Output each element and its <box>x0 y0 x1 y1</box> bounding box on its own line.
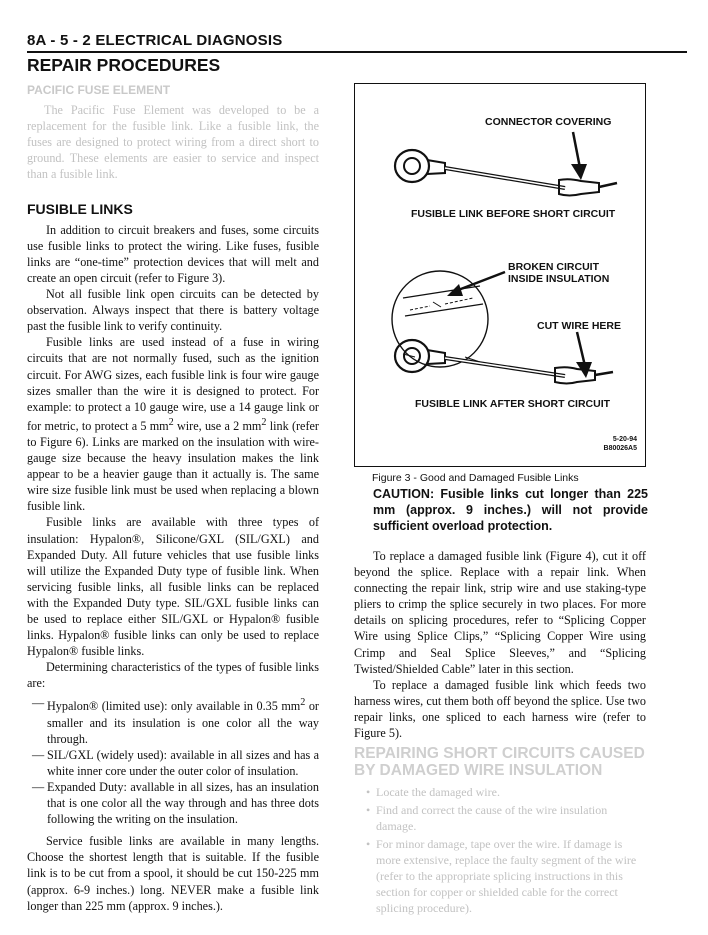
p3-part-a: Fusible links are used instead of a fuse in wiring circuits that are not normally fused, such as the ignition circuit. For AWG sizes, each fusible link is four wire gauge sizes smaller than the wire it is designed to protect. For example: to protect a 10 gauge wire, use a 14 gauge link or for metric, to protect a 5 mm <box>27 335 319 433</box>
replace-section <box>354 548 646 741</box>
label-cut-wire: CUT WIRE HERE <box>537 320 621 332</box>
label-broken-circuit <box>508 261 609 285</box>
fusible-paragraph-3 <box>27 334 319 514</box>
label-broken-line-2: INSIDE INSULATION <box>508 273 610 285</box>
bullet: • <box>366 803 371 817</box>
arrow-connector-line <box>573 132 580 168</box>
arrow-broken-head <box>447 284 463 296</box>
header-rule <box>27 51 687 53</box>
p3-part-b: wire, use a 2 mm <box>173 418 262 433</box>
fusible-types-list <box>27 695 319 827</box>
list-item-rest: or smaller and its insulation is one color all the way through. <box>47 699 319 746</box>
dash-mark: — <box>32 747 45 762</box>
fusible-paragraph-1: In addition to circuit breakers and fuses, some circuits use fusible links to protect the wiring. Like fuses, fusible links are “one-time” protection devices that will melt and create an open circuit (refer to Figure 3). <box>27 222 319 285</box>
figure-3 <box>354 83 646 467</box>
arrow-cut-line <box>577 332 585 366</box>
list-item-text: SIL/GXL (widely used): available in all sizes and has a white inner core under the outer color of insulation. <box>47 747 319 778</box>
label-after-short: FUSIBLE LINK AFTER SHORT CIRCUIT <box>415 398 611 410</box>
label-connector-covering: CONNECTOR COVERING <box>485 116 612 128</box>
label-before-short: FUSIBLE LINK BEFORE SHORT CIRCUIT <box>411 208 616 220</box>
list-item <box>27 747 319 779</box>
list-item-text: Hypalon® (limited use): only available in 0.35 mm <box>47 699 301 714</box>
figure-caption: Figure 3 - Good and Damaged Fusible Links <box>372 472 579 484</box>
fusible-paragraph-4: Fusible links are available with three types of insulation: Hypalon®, Silicone/GXL (SIL/GXL) and Expanded Duty. All future vehicles that use fusible links will utilize the Expanded Duty type of fusible link. When servicing fusible links, all fusible links can be replaced with the Expanded Duty type. SIL/GXL fusible links can be used to replace either SIL/GXL or Hypalon® fusible links. Hypalon® fusible links can only be used to replace Hypalon® fusible links. <box>27 515 319 659</box>
list-item <box>366 784 648 800</box>
bullet: • <box>366 785 371 799</box>
repairing-list <box>366 784 648 918</box>
caution-notice: CAUTION: Fusible links cut longer than 225 mm (approx. 9 inches.) will not provide sufficient overload protection. <box>373 487 648 533</box>
list-item-text: Locate the damaged wire. <box>376 785 500 799</box>
page-header-title: 8A - 5 - 2 ELECTRICAL DIAGNOSIS <box>27 32 283 49</box>
list-item-text: For minor damage, tape over the wire. If damage is more extensive, replace the faulty segment of the wire (refer to the appropriate splicing instructions in this section for copper or shielded cable for the correct splicing procedure). <box>376 837 637 915</box>
list-item <box>366 802 648 834</box>
section-title: REPAIR PROCEDURES <box>27 55 221 75</box>
page-header <box>27 32 687 53</box>
repairing-heading: REPAIRING SHORT CIRCUITS CAUSED BY DAMAGED WIRE INSULATION <box>354 745 645 779</box>
list-item <box>27 695 319 746</box>
list-item-text: Find and correct the cause of the wire insulation damage. <box>376 803 608 833</box>
ring-terminal-icon <box>395 150 429 182</box>
replace-paragraph-2: To replace a damaged fusible link which feeds two harness wires, cut them both off beyond the splice. Use two repair links, one spliced to each harness wire (refer to Figure 5). <box>354 677 646 741</box>
fusible-paragraph-6: Service fusible links are available in many lengths. Choose the shortest length that is suitable. If the fusible link is to be cut from a spool, it should be cut 150-225 mm (approx. 6-9 inches.) long. NEVER make a fusible link longer than 225 mm (approx. 9 inches.). <box>27 834 319 913</box>
fusible-paragraph-5: Determining characteristics of the types of fusible links are: <box>27 660 319 691</box>
figure-code <box>604 435 637 453</box>
fusible-paragraph-2: Not all fusible link open circuits can be detected by observation. Always inspect that there is battery voltage past the fusible link to verify continuity. <box>27 287 319 334</box>
dash-mark: — <box>32 779 45 794</box>
list-item-sup: 2 <box>300 697 306 709</box>
pacific-fuse-heading: PACIFIC FUSE ELEMENT <box>27 83 171 97</box>
pacific-fuse-text: The Pacific Fuse Element was developed to be a replacement for the fusible link. Like a fusible link, the fuses are designed to protect wiring from a direct short to ground. These elements are easier to service and inspect than a fusible link. <box>27 103 319 182</box>
list-item-text: Expanded Duty: avallable in all sizes, has an insulation that is one color all the way through and has three dots following the writing on the insulation. <box>47 779 319 827</box>
bullet: • <box>366 837 371 851</box>
list-item <box>27 779 319 827</box>
p3-sup-1: 2 <box>168 416 174 428</box>
p3-sup-2: 2 <box>261 416 267 428</box>
figure-code-date: 5-20-94 <box>612 436 637 443</box>
list-item <box>366 836 648 916</box>
fusible-links-heading: FUSIBLE LINKS <box>27 200 133 217</box>
left-column <box>27 82 319 914</box>
replace-paragraph-1: To replace a damaged fusible link (Figure 4), cut it off beyond the splice. Replace with a repair link. When connecting the repair link, strip wire and use staking-type pliers to crimp the splice securely in two places. For more details on splicing procedures, refer to “Splicing Copper Wire using Splice Clips,” “Splicing Copper Wire using Crimp and Seal Splice Sleeves,” and “Splicing Twisted/Shielded Cable” later in this section. <box>354 549 646 676</box>
label-broken-line-1: BROKEN CIRCUIT <box>508 261 599 273</box>
p3-part-c: link (refer to Figure 6). Links are marked on the insulation with wire-gauge size because the heavy insulation makes the link appear to be a heavier gauge than it actually is. The same wire size fusible link must be used when replacing a blown fusible link. <box>27 418 319 514</box>
arrow-connector-head <box>571 164 587 180</box>
dash-mark: — <box>32 696 45 711</box>
figure-code-id: B80026A5 <box>603 445 637 452</box>
